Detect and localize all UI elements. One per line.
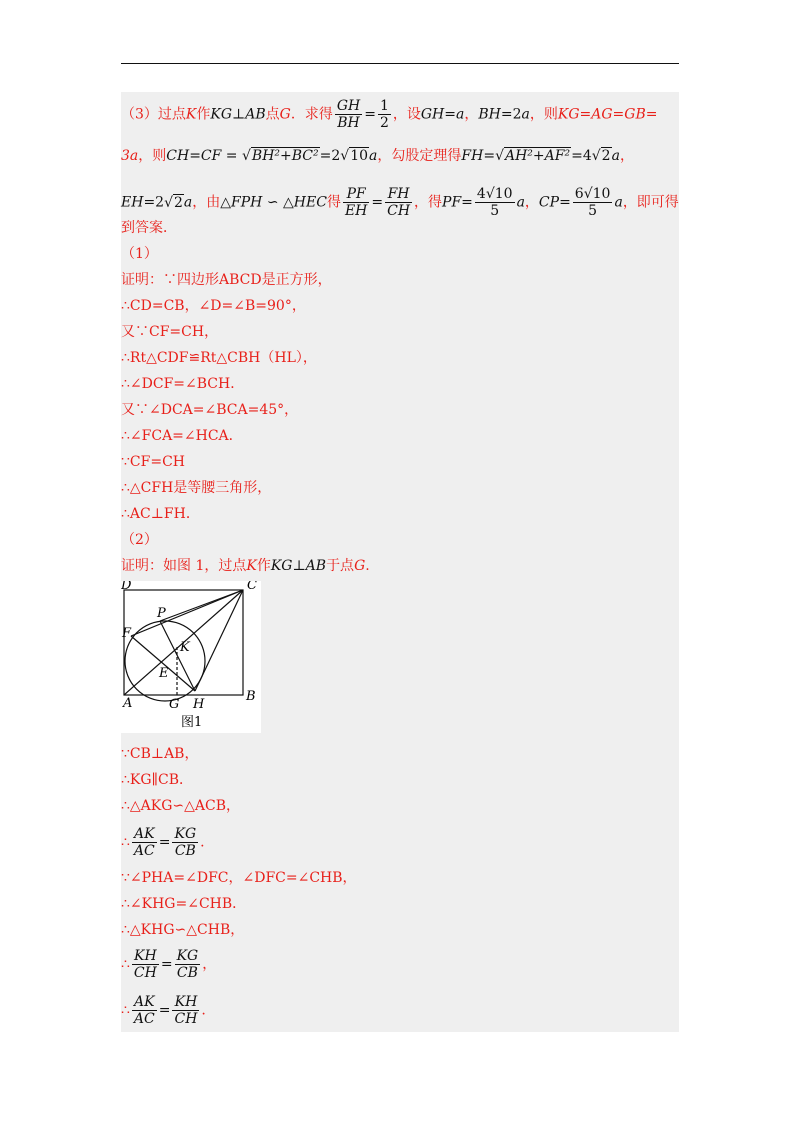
- text: =: [158, 834, 171, 851]
- fraction: $\frac{PF}{EH}$: [344, 186, 368, 219]
- text: ，则: [529, 106, 558, 123]
- text: KG: [210, 106, 233, 123]
- part2-line: ∵∠PHA=∠DFC，∠DFC=∠CHB，: [121, 870, 357, 886]
- text: 作: [256, 558, 271, 574]
- sqrt: √2: [164, 194, 183, 211]
- sqrt: √10: [340, 148, 369, 164]
- text: 于点: [326, 558, 355, 574]
- part1-line: 又∵∠DCA=∠BCA=45°，: [121, 402, 299, 418]
- text: GH: [420, 106, 445, 123]
- part1-line: ∴CD=CB，∠D=∠B=90°，: [121, 298, 306, 314]
- part1-line: ∴△CFH是等腰三角形，: [121, 480, 272, 496]
- text: ⊥: [232, 106, 246, 123]
- text: ，设: [392, 106, 421, 123]
- text: a: [521, 106, 530, 123]
- text: =: [559, 194, 571, 211]
- text: ，则: [138, 148, 167, 164]
- fraction: $\frac{FH}{CH}$: [387, 186, 411, 219]
- text: ，: [524, 194, 539, 211]
- text: KG=AG=GB=: [557, 106, 658, 123]
- part2-label: （2）: [121, 532, 158, 548]
- text: K: [185, 106, 197, 123]
- text: ∴: [121, 834, 130, 851]
- hint-line-2: [121, 146, 634, 166]
- text: .: [200, 834, 205, 851]
- text: （3）过点: [121, 106, 186, 123]
- sqrt: √2: [591, 148, 611, 164]
- text: 3a: [121, 148, 139, 164]
- header-rule: [121, 63, 679, 64]
- part1-line: 证明：∵四边形ABCD是正方形，: [121, 272, 332, 288]
- part2-line: ∵CB⊥AB，: [121, 746, 199, 762]
- text: AB: [305, 558, 327, 574]
- text: ，: [619, 148, 634, 164]
- geometry-diagram: [121, 581, 261, 733]
- label-P: P: [157, 606, 166, 621]
- fraction: $\frac{6√10}{5}$: [574, 186, 611, 219]
- label-E: E: [159, 666, 169, 681]
- part1-line: ∴Rt△CDF≌Rt△CBH（HL），: [121, 350, 317, 366]
- text: BH: [478, 106, 501, 123]
- text: =2: [319, 148, 341, 164]
- text: =: [158, 1002, 171, 1019]
- text: ，即可得: [622, 194, 679, 211]
- text: CH: [166, 148, 190, 164]
- text: =: [160, 956, 173, 973]
- text: .: [201, 1002, 206, 1019]
- label-K: K: [180, 640, 190, 655]
- part2-line: ∴∠KHG=∠CHB．: [121, 896, 247, 912]
- text: =: [371, 194, 384, 211]
- text: a: [611, 148, 620, 164]
- part1-line: ∴AC⊥FH．: [121, 506, 200, 522]
- part1-line: ∴∠DCF=∠BCH．: [121, 376, 245, 392]
- sqrt: √AH²+AF²: [495, 148, 571, 164]
- part2-line: ∴△KHG∽△CHB，: [121, 922, 245, 938]
- text: a: [456, 106, 465, 123]
- hint-line-3: [121, 186, 679, 219]
- part2-line: ∴KG∥CB．: [121, 772, 194, 788]
- text: ，得: [414, 194, 443, 211]
- text: =: [461, 194, 473, 211]
- fraction: $\frac{GH}{BH}$: [336, 98, 361, 131]
- text: K: [246, 558, 257, 574]
- text: 点: [265, 106, 280, 123]
- part2-frac-line: [121, 994, 206, 1027]
- text: FH: [461, 148, 484, 164]
- part1-label: （1）: [121, 246, 158, 262]
- text: a: [516, 194, 525, 211]
- text: 证明：如图 1，过点: [121, 558, 247, 574]
- text: =: [444, 106, 457, 123]
- text: =: [483, 148, 496, 164]
- text: ∴: [121, 1002, 130, 1019]
- text: =: [364, 106, 376, 123]
- label-C: C: [247, 581, 257, 593]
- text: ．求得: [290, 106, 333, 123]
- label-F: F: [122, 626, 132, 641]
- text: CF: [200, 148, 222, 164]
- text: 得: [326, 194, 341, 211]
- text: EH: [121, 194, 144, 211]
- text: G: [354, 558, 366, 574]
- hint-line-1: [121, 98, 657, 131]
- text: ，由: [192, 194, 221, 211]
- label-D: D: [121, 581, 132, 593]
- text: ∴: [121, 956, 130, 973]
- label-A: A: [123, 696, 133, 711]
- text: =2: [500, 106, 522, 123]
- fraction: $\frac{KH}{CH}$: [133, 948, 157, 981]
- fraction: $\frac{AK}{AC}$: [133, 826, 155, 859]
- text: ，: [202, 956, 217, 973]
- part2-intro: [121, 556, 370, 576]
- part1-line: ∴∠FCA=∠HCA．: [121, 428, 243, 444]
- part1-line: ∵CF=CH: [121, 454, 185, 470]
- label-B: B: [246, 689, 256, 704]
- text: =2: [143, 194, 165, 211]
- part2-line: ∴△AKG∽△ACB，: [121, 798, 241, 814]
- fraction: $\frac{1}{2}$: [379, 98, 389, 131]
- text: .: [365, 558, 370, 574]
- hint-line-4: 到答案．: [121, 220, 177, 236]
- text: △FPH ∽ △HEC: [220, 194, 327, 211]
- text: a: [614, 194, 623, 211]
- sqrt: √BH²+BC²: [242, 148, 319, 164]
- solution-block: [121, 92, 679, 1032]
- fraction: $\frac{KG}{CB}$: [174, 826, 197, 859]
- text: KG: [270, 558, 293, 574]
- fraction: $\frac{4√10}{5}$: [476, 186, 513, 219]
- part2-frac-line: [121, 948, 216, 981]
- text: 作: [196, 106, 211, 123]
- text: a: [369, 148, 378, 164]
- fraction: $\frac{KG}{CB}$: [176, 948, 199, 981]
- text: a: [183, 194, 193, 211]
- label-G: G: [169, 697, 180, 712]
- text: =: [221, 148, 242, 164]
- text: G: [279, 106, 291, 123]
- part2-frac-line: [121, 826, 205, 859]
- fraction: $\frac{KH}{CH}$: [174, 994, 198, 1027]
- figure-1: [121, 581, 261, 733]
- text: ，: [464, 106, 479, 123]
- text: PF: [442, 194, 462, 211]
- fraction: $\frac{AK}{AC}$: [133, 994, 155, 1027]
- text: AB: [245, 106, 266, 123]
- text: CP: [538, 194, 560, 211]
- text: =: [189, 148, 201, 164]
- part1-line: 又∵CF=CH，: [121, 324, 219, 340]
- figure-caption: 图1: [181, 715, 203, 730]
- text: ⊥: [292, 558, 306, 574]
- label-H: H: [193, 697, 205, 712]
- text: ，勾股定理得: [377, 148, 462, 164]
- text: =4: [571, 148, 592, 164]
